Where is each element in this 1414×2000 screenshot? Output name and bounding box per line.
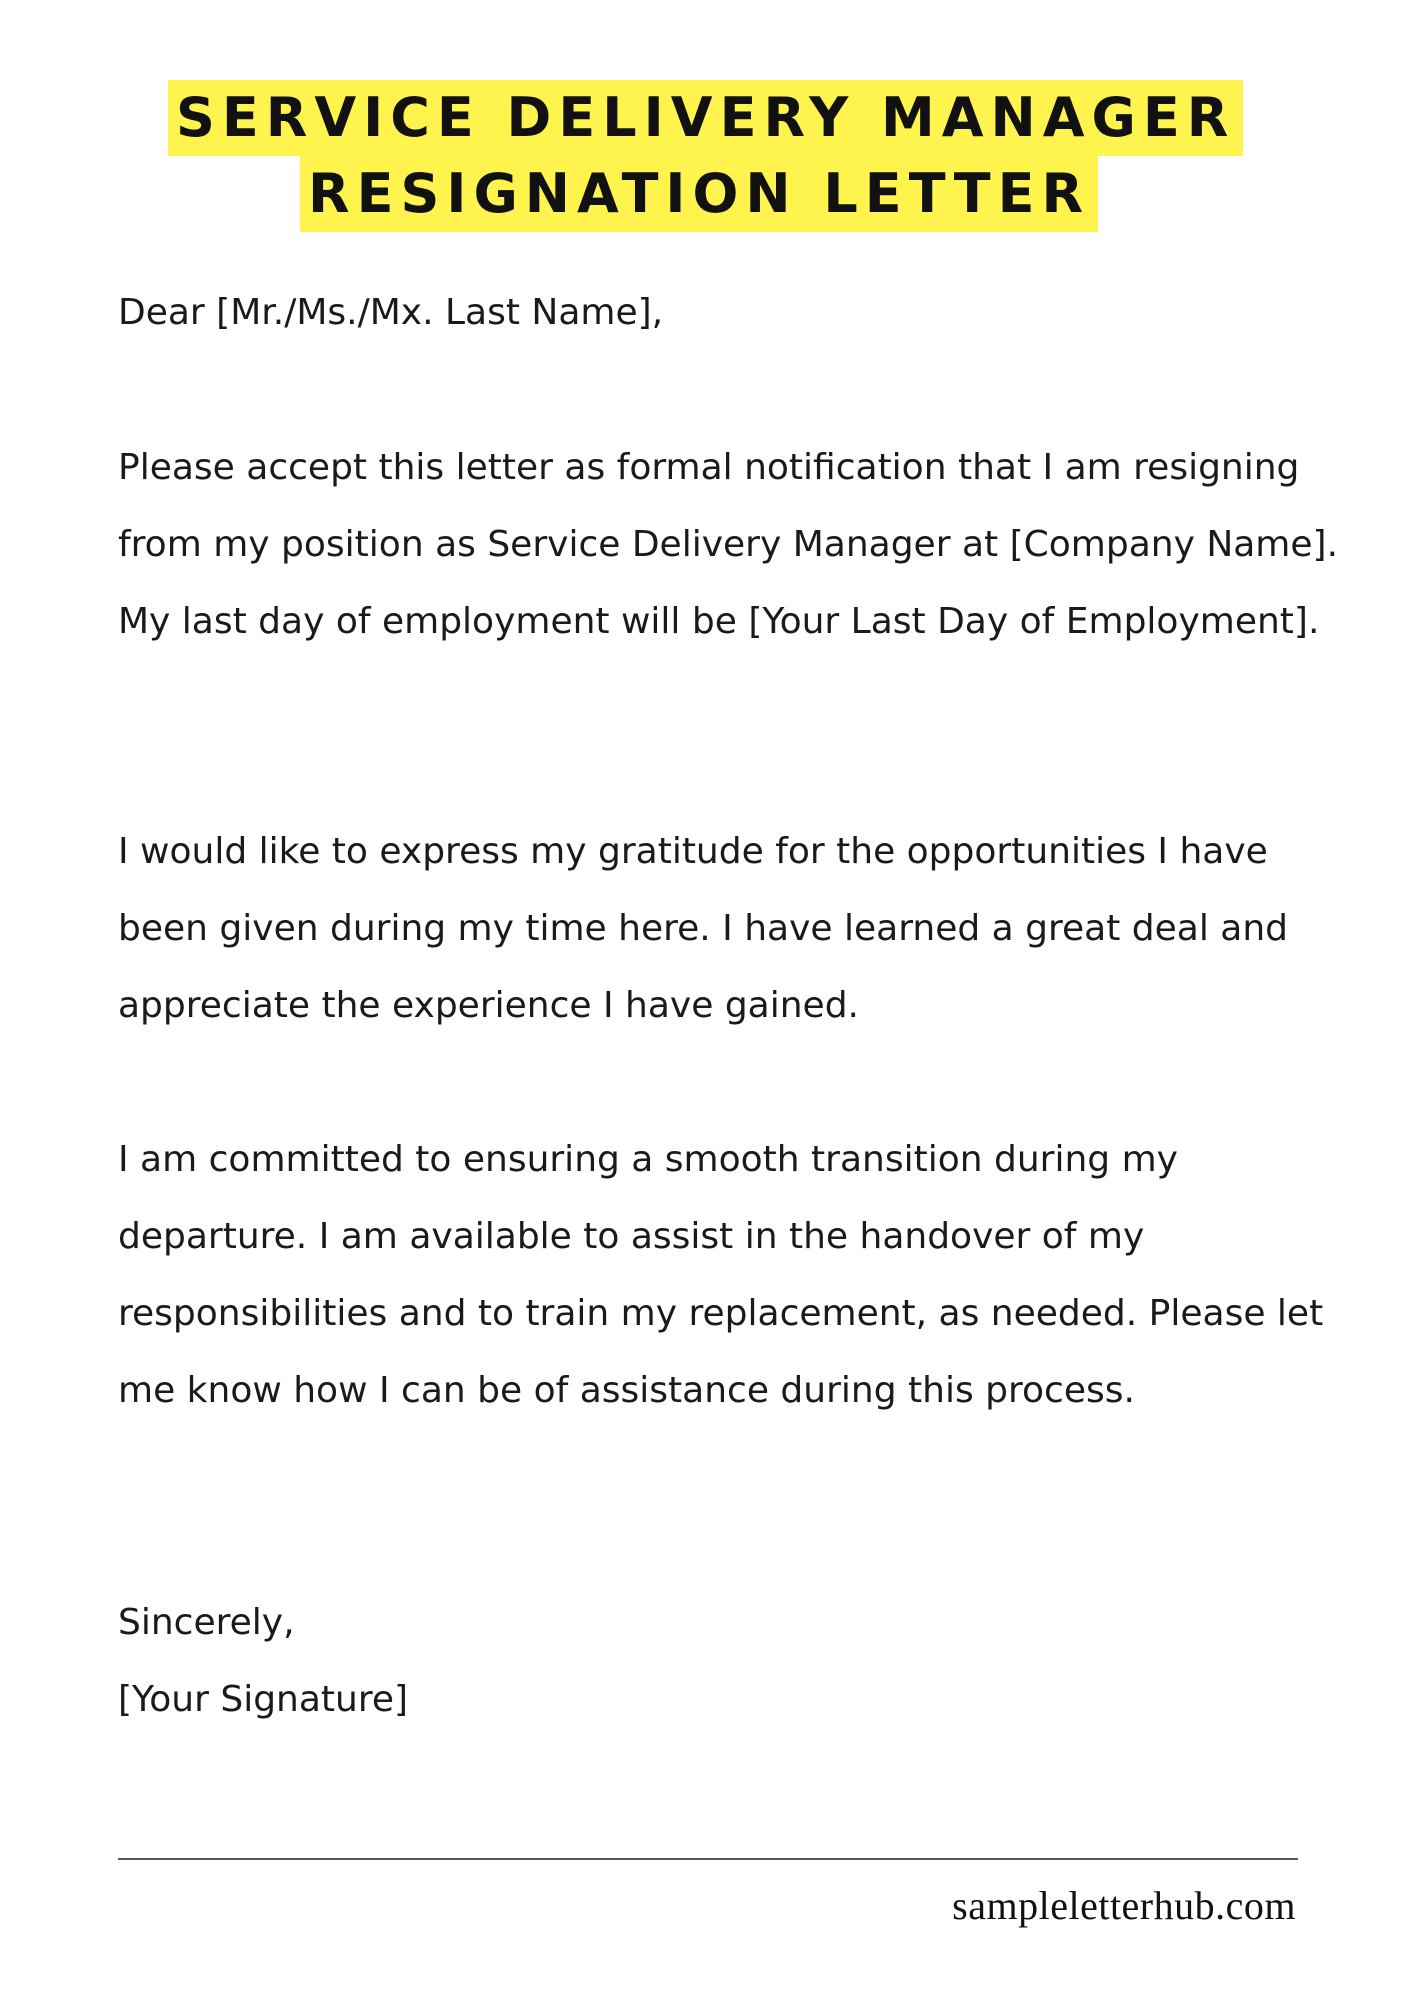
salutation: Dear [Mr./Ms./Mx. Last Name], bbox=[118, 292, 664, 333]
paragraph-notification: Please accept this letter as formal notification that I am resigning from my position as Service Delivery Manager at [Company Name]. My last day of employment will be [Your Last Day of Employment]. bbox=[118, 447, 1339, 642]
paragraph-transition: I am committed to ensuring a smooth transition during my departure. I am available to assist in the handover of my responsibilities and to train my replacement, as needed. Please let me know how I can be of assistance during this process. bbox=[118, 1139, 1324, 1411]
footer-website: sampleletterhub.com bbox=[952, 1883, 1296, 1928]
signature-placeholder: [Your Signature] bbox=[118, 1679, 409, 1720]
title-line-2: RESIGNATION LETTER bbox=[300, 156, 1098, 232]
footer-divider bbox=[118, 1858, 1298, 1860]
paragraph-gratitude: I would like to express my gratitude for the opportunities I have been given during my time here. I have learned a great deal and appreciate the experience I have gained. bbox=[118, 831, 1288, 1026]
closing: Sincerely, bbox=[118, 1602, 295, 1643]
title-line-1: SERVICE DELIVERY MANAGER bbox=[168, 80, 1243, 156]
